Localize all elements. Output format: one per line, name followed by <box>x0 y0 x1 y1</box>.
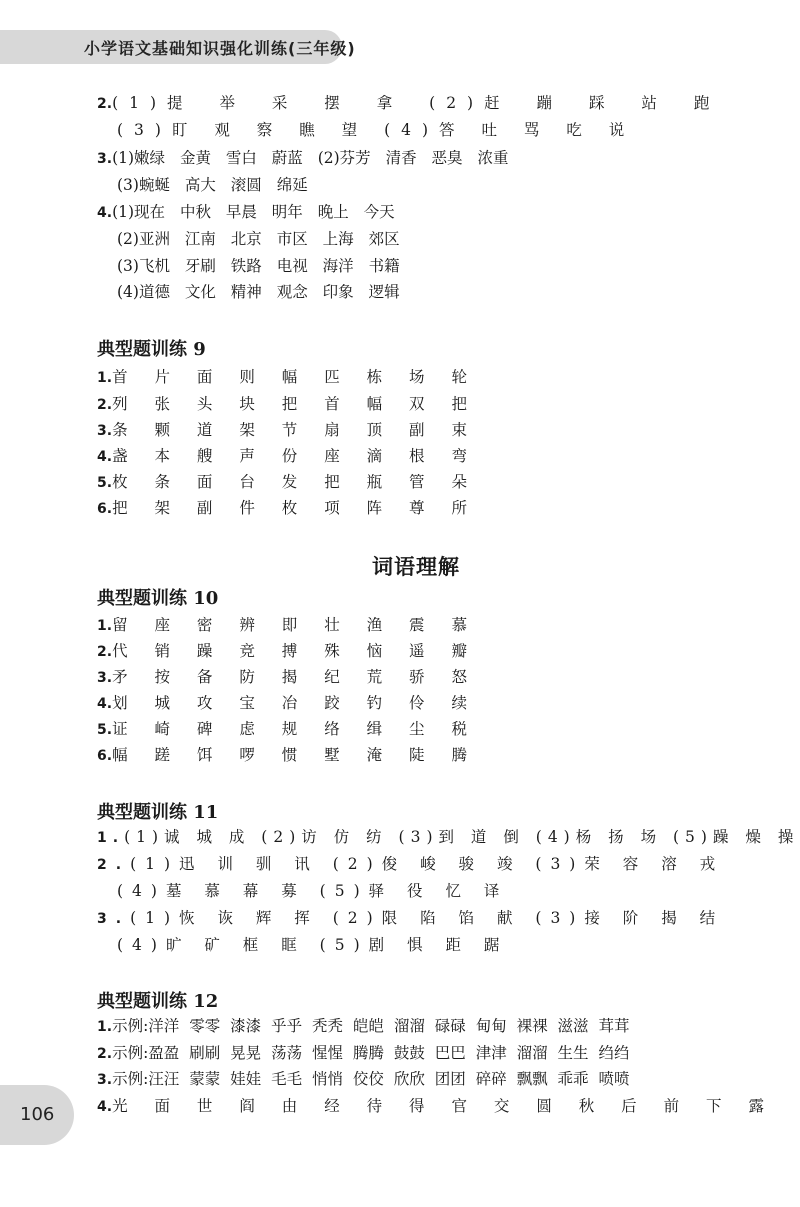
list-item: 2.代 销 躁 竞 搏 殊 恼 遥 瓣 <box>97 642 478 660</box>
list-item: 4.划 城 攻 宝 冶 跤 钓 伶 续 <box>97 694 478 712</box>
list-item: (2)亚洲 江南 北京 市区 上海 郊区 <box>117 230 400 248</box>
list-item: (4)旷 矿 框 眶 (5)剧 惧 距 踞 <box>117 936 509 954</box>
list-item: 5.证 崎 碑 虑 规 络 缉 尘 税 <box>97 720 478 738</box>
list-item: 3.(1)嫩绿 金黄 雪白 蔚蓝 (2)芬芳 清香 恶臭 浓重 <box>97 149 509 167</box>
page-header-title: 小学语文基础知识强化训练(三年级) <box>84 39 356 58</box>
list-item: 6.把 架 副 件 枚 项 阵 尊 所 <box>97 499 478 517</box>
list-item: (4)道德 文化 精神 观念 印象 逻辑 <box>117 283 400 301</box>
list-item: 2.(1)迅 训 驯 讯 (2)俊 峻 骏 竣 (3)荣 容 溶 戎 <box>97 855 725 873</box>
section-title-9: 典型题训练 9 <box>97 339 206 360</box>
list-item: (4)墓 慕 幕 募 (5)驿 役 忆 译 <box>117 882 509 900</box>
list-item: 4.光 面 世 阎 由 经 待 得 官 交 圆 秋 后 前 下 露 <box>97 1097 775 1115</box>
page-number: 106 <box>20 1104 55 1125</box>
list-item: 2.示例:盈盈 刷刷 晃晃 荡荡 惺惺 腾腾 鼓鼓 巴巴 津津 溜溜 生生 绉绉 <box>97 1044 630 1062</box>
list-item: (3)蜿蜒 高大 滚圆 绵延 <box>117 176 308 194</box>
list-item: 3.示例:汪汪 蒙蒙 娃娃 毛毛 悄悄 佼佼 欣欣 团团 碎碎 飘飘 乖乖 喷喷 <box>97 1070 630 1088</box>
list-item: 4.(1)现在 中秋 早晨 明年 晚上 今天 <box>97 203 395 221</box>
list-item: 1.首 片 面 则 幅 匹 栋 场 轮 <box>97 368 478 386</box>
list-item: 1.留 座 密 辨 即 壮 渔 震 慕 <box>97 616 478 634</box>
section-title-10: 典型题训练 10 <box>97 588 219 609</box>
chapter-title: 词语理解 <box>372 554 460 579</box>
list-item: 6.幅 蹉 饵 啰 惯 墅 淹 陡 腾 <box>97 746 478 764</box>
section-title-11: 典型题训练 11 <box>97 802 219 823</box>
list-item: (3)盯 观 察 瞧 望 (4)答 吐 骂 吃 说 <box>117 121 636 139</box>
list-item: 1.(1)诚 城 成 (2)访 仿 纺 (3)到 道 倒 (4)杨 扬 场 (5)躁 燥 操 <box>97 828 800 846</box>
list-item: 2.(1)提 举 采 摆 拿 (2)赶 蹦 踩 站 跑 <box>97 94 721 112</box>
list-item: 5.枚 条 面 台 发 把 瓶 管 朵 <box>97 473 478 491</box>
list-item: 3.矛 按 备 防 揭 纪 荒 骄 怒 <box>97 668 478 686</box>
list-item: 1.示例:洋洋 零零 漆漆 乎乎 秃秃 皑皑 溜溜 碌碌 甸甸 裸裸 滋滋 茸茸 <box>97 1017 630 1035</box>
list-item: 4.盏 本 艘 声 份 座 滴 根 弯 <box>97 447 478 465</box>
list-item: 2.列 张 头 块 把 首 幅 双 把 <box>97 395 478 413</box>
list-item: 3.条 颗 道 架 节 扇 顶 副 束 <box>97 421 478 439</box>
list-item: (3)飞机 牙刷 铁路 电视 海洋 书籍 <box>117 257 400 275</box>
list-item: 3.(1)恢 诙 辉 挥 (2)限 陷 馅 献 (3)接 阶 揭 结 <box>97 909 725 927</box>
section-title-12: 典型题训练 12 <box>97 991 219 1012</box>
